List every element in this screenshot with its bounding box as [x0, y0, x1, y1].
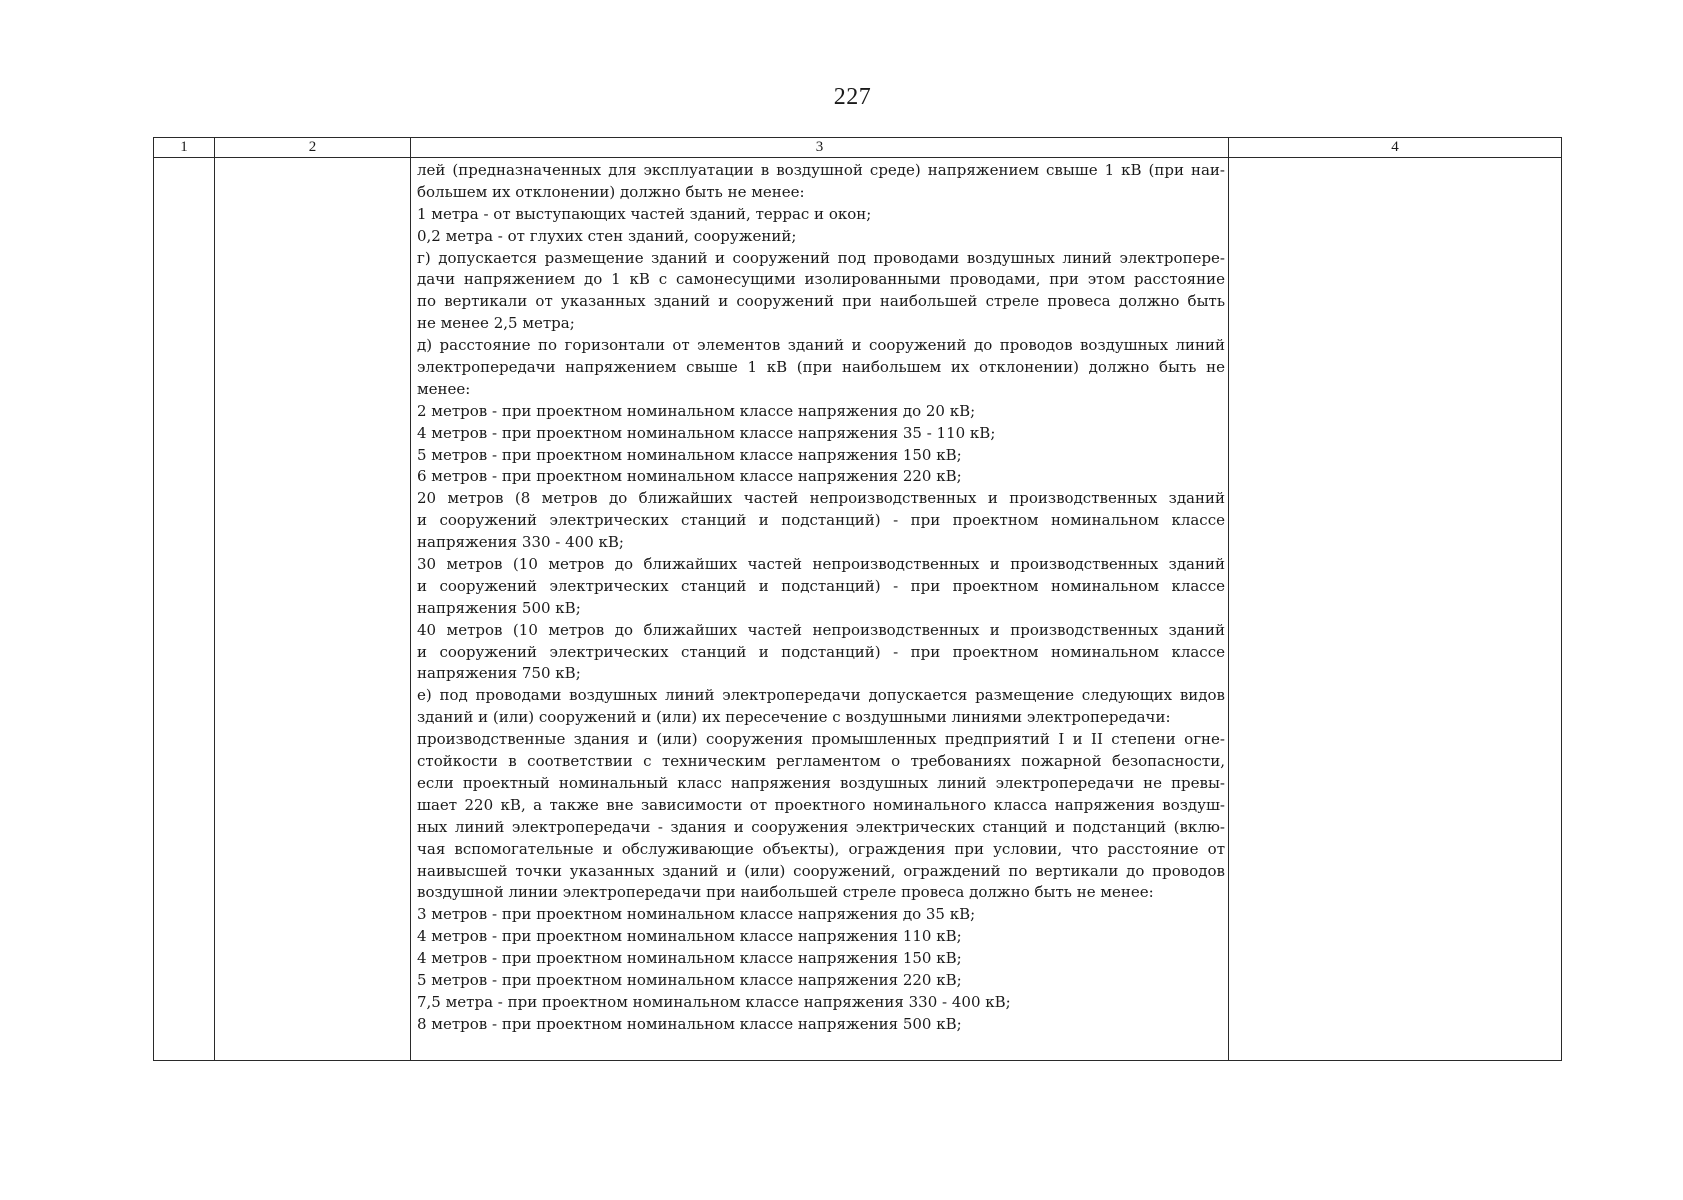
- text-line: 5 метров - при проектном номинальном классе напряжения 220 кВ;: [417, 970, 962, 989]
- text-line: по вертикали от указанных зданий и сооружений при наибольшей стреле провеса должно быть: [417, 292, 1225, 311]
- text-line: большем их отклонении) должно быть не менее:: [417, 182, 805, 201]
- text-line: дачи напряжением до 1 кВ с самонесущими изолированными проводами, при этом расстояние: [417, 270, 1225, 289]
- cell-column-1: [154, 158, 215, 1061]
- text-line: 4 метров - при проектном номинальном классе напряжения 110 кВ;: [417, 927, 962, 946]
- cell-column-2: [215, 158, 411, 1061]
- text-line: напряжения 750 кВ;: [417, 664, 581, 683]
- text-line: не менее 2,5 метра;: [417, 314, 575, 333]
- text-line: д) расстояние по горизонтали от элементов зданий и сооружений до проводов воздушных линий: [417, 336, 1225, 355]
- text-line: воздушной линии электропередачи при наибольшей стреле провеса должно быть не менее:: [417, 883, 1154, 902]
- column-header-2: 2: [215, 138, 411, 158]
- text-line: стойкости в соответствии с техническим регламентом о требованиях пожарной безопасности,: [417, 752, 1225, 771]
- text-line: напряжения 500 кВ;: [417, 598, 581, 617]
- text-line: и сооружений электрических станций и подстанций) - при проектном номинальном классе: [417, 511, 1225, 530]
- text-line: если проектный номинальный класс напряжения воздушных линий электропередачи не превы-: [417, 773, 1225, 792]
- table-header-row: [154, 138, 1562, 158]
- text-line: 8 метров - при проектном номинальном классе напряжения 500 кВ;: [417, 1014, 962, 1033]
- text-line: 1 метра - от выступающих частей зданий, террас и окон;: [417, 204, 872, 223]
- column-header-4: 4: [1229, 138, 1562, 158]
- cell-column-4: [1229, 158, 1562, 1061]
- table-row: [154, 158, 1562, 1061]
- text-line: менее:: [417, 379, 471, 398]
- text-line: напряжения 330 - 400 кВ;: [417, 533, 624, 552]
- cell-column-3-text: [411, 158, 1229, 1061]
- text-line: 20 метров (8 метров до ближайших частей непроизводственных и производственных зданий: [417, 489, 1225, 508]
- text-line: чая вспомогательные и обслуживающие объекты), ограждения при условии, что расстояние от: [417, 839, 1225, 858]
- text-line: и сооружений электрических станций и подстанций) - при проектном номинальном классе: [417, 576, 1225, 595]
- text-line: 2 метров - при проектном номинальном классе напряжения до 20 кВ;: [417, 401, 976, 420]
- text-line: е) под проводами воздушных линий электропередачи допускается размещение следующих видов: [417, 686, 1225, 705]
- text-line: и сооружений электрических станций и подстанций) - при проектном номинальном классе: [417, 642, 1225, 661]
- text-line: шает 220 кВ, а также вне зависимости от проектного номинального класса напряжения воздуш-: [417, 795, 1225, 814]
- text-line: 7,5 метра - при проектном номинальном классе напряжения 330 - 400 кВ;: [417, 992, 1011, 1011]
- text-line: 4 метров - при проектном номинальном классе напряжения 35 - 110 кВ;: [417, 423, 996, 442]
- text-line: 3 метров - при проектном номинальном классе напряжения до 35 кВ;: [417, 905, 976, 924]
- text-line: 4 метров - при проектном номинальном классе напряжения 150 кВ;: [417, 949, 962, 968]
- text-line: 5 метров - при проектном номинальном классе напряжения 150 кВ;: [417, 445, 962, 464]
- text-line: 6 метров - при проектном номинальном классе напряжения 220 кВ;: [417, 467, 962, 486]
- text-line: зданий и (или) сооружений и (или) их пересечение с воздушными линиями электропередачи:: [417, 708, 1171, 727]
- text-line: 30 метров (10 метров до ближайших частей непроизводственных и производственных зданий: [417, 555, 1225, 574]
- text-line: наивысшей точки указанных зданий и (или) сооружений, ограждений по вертикали до проводов: [417, 861, 1225, 880]
- text-line: электропередачи напряжением свыше 1 кВ (при наибольшем их отклонении) должно быть не: [417, 358, 1225, 377]
- text-line: производственные здания и (или) сооружения промышленных предприятий I и II степени огне-: [417, 730, 1225, 749]
- page-number: 227: [833, 84, 872, 110]
- regulation-table: [153, 137, 1562, 1061]
- text-line: 0,2 метра - от глухих стен зданий, сооружений;: [417, 226, 797, 245]
- text-line: лей (предназначенных для эксплуатации в воздушной среде) напряжением свыше 1 кВ (при наи-: [417, 161, 1225, 179]
- text-line: 40 метров (10 метров до ближайших частей непроизводственных и производственных зданий: [417, 620, 1225, 639]
- text-line: ных линий электропередачи - здания и сооружения электрических станций и подстанций (вклю-: [417, 817, 1225, 836]
- column-header-1: 1: [154, 138, 215, 158]
- text-line: г) допускается размещение зданий и сооружений под проводами воздушных линий электропере-: [417, 248, 1225, 267]
- column-header-3: 3: [411, 138, 1229, 158]
